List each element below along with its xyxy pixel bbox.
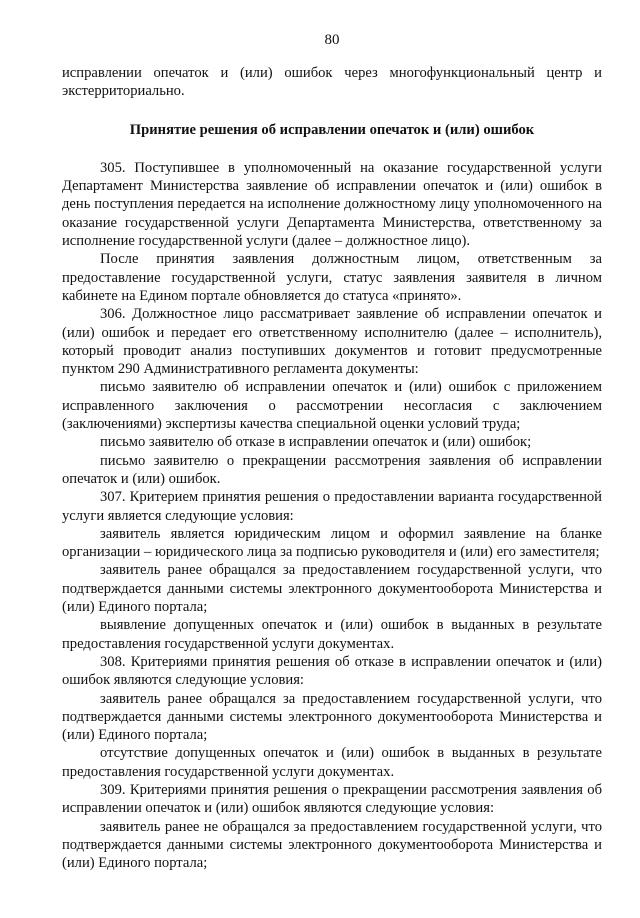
list-item-criterion-prior-request: заявитель ранее обращался за предоставлением государственной услуги, что подтверждается данными системы электронного документооборота Министерства и (или) Единого портала; bbox=[62, 562, 602, 616]
list-item-refusal-no-errors: отсутствие допущенных опечаток и (или) ошибок в выданных в результате предоставления государственной услуги документах. bbox=[62, 745, 602, 780]
page-number: 80 bbox=[324, 32, 340, 48]
list-item-refusal-prior-request: заявитель ранее обращался за предоставлением государственной услуги, что подтверждается данными системы электронного документооборота Министерства и (или) Единого портала; bbox=[62, 690, 602, 744]
paragraph-309: 309. Критериями принятия решения о прекращении рассмотрения заявления об исправлении опечаток и (или) ошибок являются следующие условия: bbox=[62, 781, 602, 817]
paragraph-306: 306. Должностное лицо рассматривает заявление об исправлении опечаток и (или) ошибок и передает его ответственному исполнителю (далее – исполнитель), который проводит анализ поступивших документов и готовит предусмотренные пунктом 290 Административного регламента документы: bbox=[62, 306, 602, 378]
list-item-criterion-legal-entity: заявитель является юридическим лицом и оформил заявление на бланке организации – юридического лица за подписью руководителя и (или) его заместителя; bbox=[62, 525, 602, 561]
list-item-refusal-letter: письмо заявителю об отказе в исправлении опечаток и (или) ошибок; bbox=[100, 434, 532, 451]
list-item-termination-no-prior-request: заявитель ранее не обращался за предоставлением государственной услуги, что подтверждается данными системы электронного документооборота Министерства и (или) Единого портала; bbox=[62, 818, 602, 872]
paragraph-307: 307. Критерием принятия решения о предоставлении варианта государственной услуги является следующие условия: bbox=[62, 489, 602, 524]
list-item-termination-letter: письмо заявителю о прекращении рассмотрения заявления об исправлении опечаток и (или) ошибок. bbox=[62, 452, 602, 487]
section-heading: Принятие решения об исправлении опечаток и (или) ошибок bbox=[129, 121, 535, 138]
paragraph-305-status: После принятия заявления должностным лицом, ответственным за предоставление государственной услуги, статус заявления заявителя в личном кабинете на Едином портале обновляется до статуса «принято». bbox=[62, 251, 602, 304]
list-item-criterion-errors-found: выявление допущенных опечаток и (или) ошибок в выданных в результате предоставления государственной услуги документах. bbox=[62, 617, 602, 652]
paragraph-305: 305. Поступившее в уполномоченный на оказание государственной услуги Департамент Министерства заявление об исправлении опечаток и (или) ошибок в день поступления передается на исполнение должностному лицу уполномоченного на оказание государственной услуги Департамента Министерства, ответственному за исполнение государственной услуги (далее – должностное лицо). bbox=[62, 159, 602, 250]
paragraph-308: 308. Критериями принятия решения об отказе в исправлении опечаток и (или) ошибок являются следующие условия: bbox=[62, 653, 602, 689]
intro-paragraph: исправлении опечаток и (или) ошибок через многофункциональный центр и экстерриториально. bbox=[62, 65, 602, 100]
list-item-correction-letter: письмо заявителю об исправлении опечаток и (или) ошибок с приложением исправленного заключения о рассмотрении несогласия с заключением (заключениями) экспертизы качества специальной оценки условий труда; bbox=[62, 379, 602, 433]
